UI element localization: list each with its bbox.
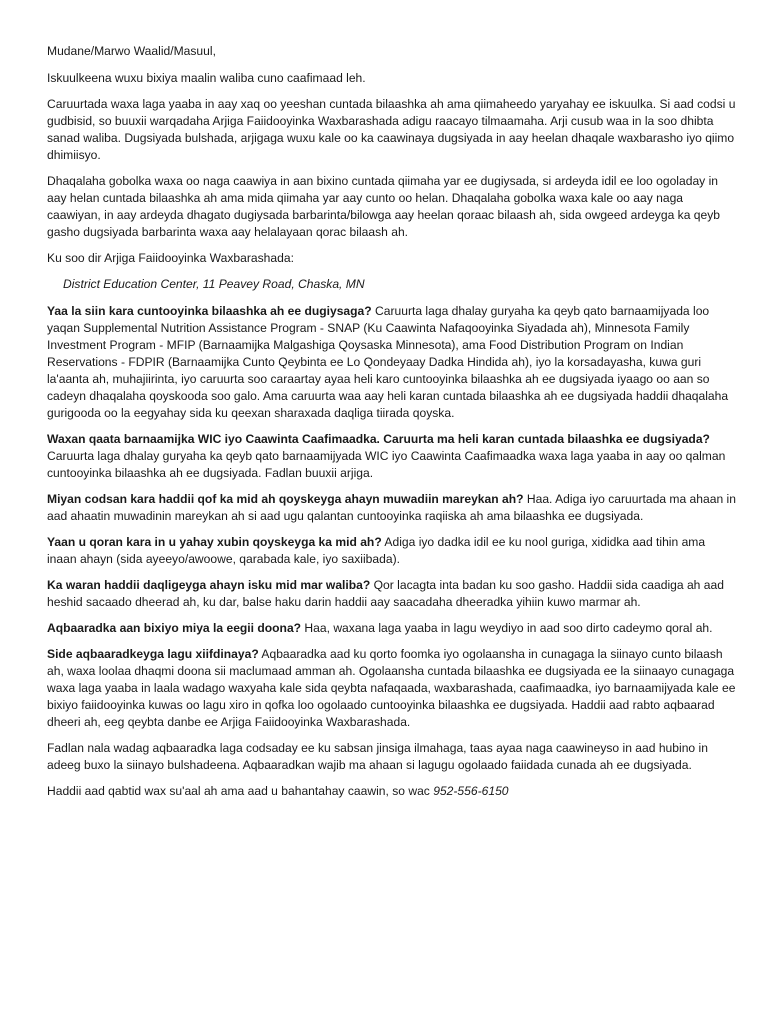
faq-answer: Aqbaaradka aad ku qorto foomka iyo ogolaansha in cunagaga la siinayo cunto bilaash ah, waxa loolaa dhaqmi doona sii maclumaad amman ah. Ogolaansha cuntada bilaashka ee dugsiyada ee la siinaayo cunagaga waxa laga yaaba in laala wadago waxyaha kale sida qeybta nafaqaada, waxbarashada, caafimaadka, iyo barnaamijyada kale ee bixiyo faiidooyinka kuwas oo lagu xiro in qofka loo ogolaado cuntooyinka bilaashka ee dugsiyada. Haddii aad rabto aqbaarad dheeri ah, eeg qeybta danbe ee Arjiga Faiidooyinka Waxbarashada. [47, 647, 736, 729]
district-address: District Education Center, 11 Peavey Road, Chaska, MN [63, 277, 365, 291]
faq-item [47, 491, 737, 525]
faq-answer: Adiga iyo dadka idil ee ku nool guriga, xididka aad tihin ama inaan ahayn (sida ayeeyo/awoowe, qarabada kale, iyo saxiibada). [47, 535, 706, 566]
faq-question: Side aqbaaradkeyga lagu xiifdinaya? [47, 647, 259, 661]
state-funding-paragraph: Dhaqalaha gobolka waxa oo naga caawiya in aan bixino cuntada qiimaha yar ee dugiysada, si ardeyda idil ee loo ogoladay in aay helan cuntada bilaashka ah ama mida qiimaha yar aay cunto oo helan. Dhaqalaha gobolka waxa kale oo aay naga caawiyan, in aay ardeyda dhagato dugiysada barbarinta/bilowga aay heelan qoraac bilaash ah, sida owgeed ardeyga ka qeyb gasho dugsiyada barbarinta waxa aay helalayaan qorac bilaash ah. [47, 174, 721, 239]
eligibility-paragraph: Caruurtada waxa laga yaaba in aay xaq oo yeeshan cuntada bilaashka ah ama qiimaheedo yaryahay ee iskuulka. Si aad codsi u gudbisid, so buuxii warqadaha Arjiga Faiidooyinka Waxbarashada adigu raacayo tilmaamaha. Arji cusub waa in la soo dhibta sanad waliba. Dugsiyada bulshada, arjigaga wuxu kale oo ka caawinaya dugsiyada in aay heelan dhaqale waxbarasho iyo qiimo dhimiisyo. [47, 97, 736, 162]
contact-line [47, 783, 737, 800]
faq-answer: Haa, waxana laga yaaba in lagu weydiyo in aad soo dirto cadeymo qoral ah. [301, 621, 713, 635]
faq-answer: Qor lacagta inta badan ku soo gasho. Haddii sida caadiga ah aad heshid sacaado dheerad ah, ku dar, balse haku darin haddii aay saacadaha dheeradka yihiin kuwo marmar ah. [47, 578, 724, 609]
faq-question: Yaan u qoran kara in u yahay xubin qoyskeyga ka mid ah? [47, 535, 382, 549]
submit-instruction: Ku soo dir Arjiga Faiidooyinka Waxbarashada: [47, 251, 294, 265]
faq-question: Waxan qaata barnaamijka WIC iyo Caawinta Caafimaadka. Caruurta ma heli karan cuntada bilaashka ee dugsiyada? [47, 432, 710, 446]
faq-item [47, 577, 737, 611]
faq-question: Aqbaaradka aan bixiyo miya la eegii doona? [47, 621, 302, 635]
faq-item [47, 534, 737, 568]
contact-text: Haddii aad qabtid wax su'aal ah ama aad u bahantahay caawin, so wac [47, 784, 434, 798]
faq-item [47, 431, 737, 482]
faq-answer: Caruurta laga dhalay guryaha ka qeyb qato barnaamijyada WIC iyo Caawinta Caafimaadka waxa laga yaaba in aay oo qalman cuntooyinka bilaashka ah ee dugsiyada. Fadlan buuxii arjiga. [47, 449, 726, 480]
faq-question: Miyan codsan kara haddii qof ka mid ah qoyskeyga ahayn muwadiin mareykan ah? [47, 492, 524, 506]
intro-paragraph: Iskuulkeena wuxu bixiya maalin waliba cuno caafimaad leh. [47, 71, 366, 85]
faq-answer: Caruurta laga dhalay guryaha ka qeyb qato barnaamijyada loo yaqan Supplemental Nutrition Assistance Program - SNAP (Ku Caawinta Nafaqooyinka Siyadada ah), Minnesota Family Investment Program - MFIP (Barnaamijka Malgashiga Qoysaska Minnesota), ama Food Distribution Program on Indian Reservations - FDPIR (Barnaamijka Cunto Qeybinta ee Lo Qondeyaay Dadka Hindida ah), iyo la korsadayasha, kuwa guri la'aanta ah, muhajiirinta, iyo caruurta soo caraartay ayaa heli karo cuntooyinka bilaashka ah ee dugsiyada iyaago oo aan so cadeyn dhaqalaha qoyskooda soo galo. Ama caruurta waa aay heli karan cuntada bilaashka ah ee dugsiyada haddii dhaqalaha gurigooda oo la eegyahay sida ku qeexan sharaxada daqliga tiirada qoyska. [47, 304, 729, 420]
demographics-paragraph: Fadlan nala wadag aqbaaradka laga codsaday ee ku sabsan jinsiga ilmahaga, taas ayaa naga caawineyso in aad hubino in adeeg buxo la siinayo bulshadeena. Aqbaaradkan wajib ma ahaan si lagugu ogolaado faiidada cunada ah ee dugsiyada. [47, 741, 708, 772]
faq-answer: Haa. Adiga iyo caruurtada ma ahaan in aad ahaatin muwadinin mareykan ah si aad ugu qalantan cuntooyinka raqiiska ah ama bilaashka ee dugsiyada. [47, 492, 736, 523]
faq-question: Ka waran haddii daqligeyga ahayn isku mid mar waliba? [47, 578, 371, 592]
letter-body [47, 43, 737, 809]
faq-item [47, 646, 737, 731]
faq-question: Yaa la siin kara cuntooyinka bilaashka ah ee dugiysaga? [47, 304, 372, 318]
faq-item [47, 303, 737, 422]
faq-item [47, 620, 737, 637]
phone-number: 952-556-6150 [433, 784, 509, 798]
greeting: Mudane/Marwo Waalid/Masuul, [47, 44, 216, 58]
